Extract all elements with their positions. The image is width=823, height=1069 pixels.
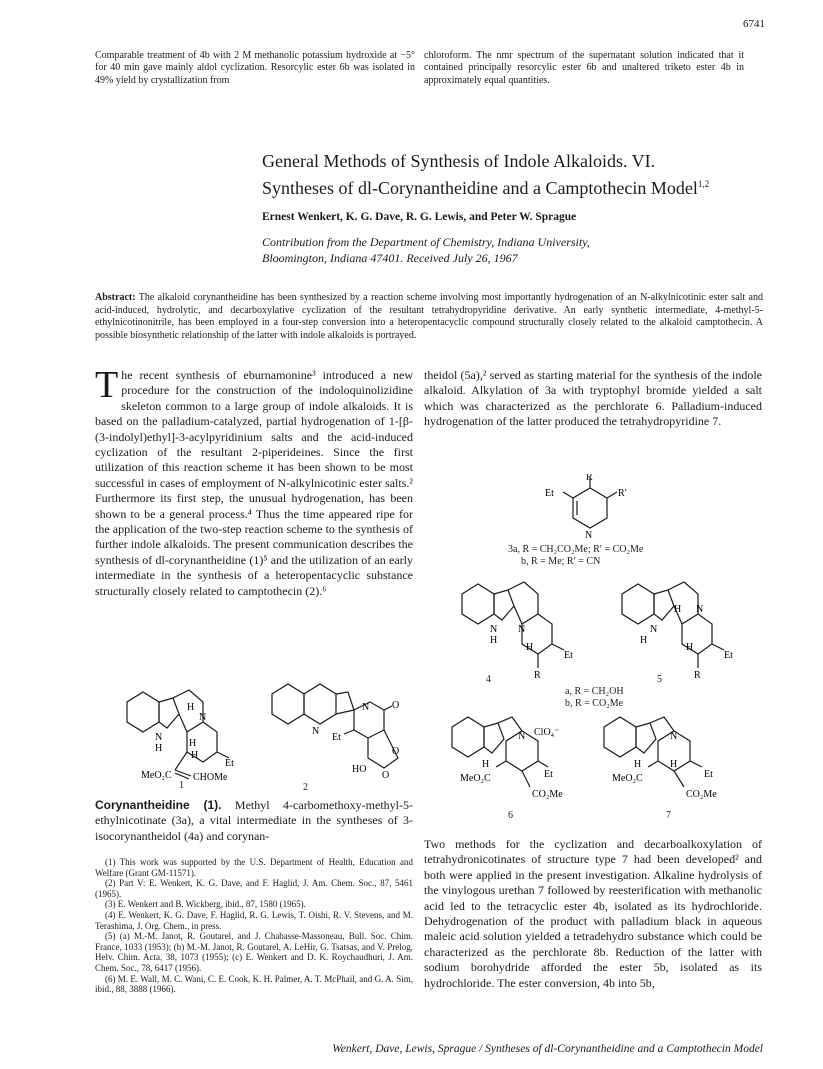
ring-c (336, 692, 354, 714)
label-r: R (586, 474, 593, 483)
affiliation-line-2: Bloomington, Indiana 47401. Received July 26, 1967 (262, 250, 518, 265)
article-title (262, 150, 772, 200)
ester-bond (496, 761, 506, 767)
label-h-2: H (686, 642, 694, 653)
label-h-3: H (674, 604, 682, 615)
structure-7-tetrahydropyridine (592, 705, 742, 815)
pyridine-ring (304, 684, 336, 724)
label-h-1: H (155, 743, 163, 754)
label-n: N (650, 624, 658, 635)
pyrrole-ring (494, 590, 514, 620)
label-4: 4 (486, 674, 491, 685)
et-bond (563, 492, 573, 498)
label-r: R (534, 670, 541, 681)
pyrrole-ring (159, 698, 179, 728)
pyrrole-ring (654, 590, 674, 620)
structure-5 (600, 572, 750, 682)
intro-paragraph (95, 364, 413, 599)
intro-text: he recent synthesis of eburnamonine³ introduced a new procedure for the construction of the indoloquinolizidine skeleton common to a large group of indole alkaloids. It is based on the palladium-catalyzed, partial hydrogenation of 1-[β-(3-indolyl)ethyl]-3-acylpyridinium salts and the acid-induced cyclization of the resultant 2-piperideines. Since the first utilization of this reaction scheme it has been shown to be most successful in cases of employment of N-alkylnicotinic ester salts.² Furthermore its first step, the unusual hydrogenation, has been shown to be a general process.⁴ Thus the time appeared ripe for the application of the two-step reaction scheme to the synthesis of further indole alkaloids. The present communication describes the synthesis of dl-corynantheidine (1)⁵ and the utilization of an early intermediate in the synthesis of a heteropentacyclic substance structurally closely related to camptothecin (2).⁶ (95, 368, 413, 598)
ethyl-linker (650, 717, 674, 731)
footnote-5: (5) (a) M.-M. Janot, R. Goutarel, and J. Chabasse-Massoneau, Bull. Soc. Chim. France, 1033 (1953); (b) M.-M. Janot, R. Goutarel, A. LeHir, G. Tsatsas, and V. Prelog, Helv. Chim. Acta, 38, 1073 (1955); (c) E. Wenkert and D. K. Roychaudhuri, J. Am. Chem. Soc., 78, 6417 (1956). (95, 931, 413, 973)
label-et: Et (225, 758, 234, 769)
label-rprime: R′ (618, 488, 627, 499)
label-ho: HO (352, 764, 367, 775)
drop-cap: T (95, 364, 119, 406)
title-line-2: Syntheses of dl-Corynantheidine and a Camptothecin Model$^{1,2}$ (262, 178, 710, 198)
running-footer: Wenkert, Dave, Lewis, Sprague / Syntheses of dl-Corynantheidine and a Camptothecin Model (332, 1043, 763, 1055)
caption-3b: b, R = Me; R′ = CN (521, 556, 601, 567)
footnote-3: (3) E. Wenkert and B. Wickberg, ibid., 87, 1580 (1965). (105, 899, 306, 910)
benzene-ring (462, 584, 494, 624)
structure-6-perchlorate (440, 705, 580, 815)
label-n: N (670, 731, 678, 742)
et-bond (538, 761, 548, 767)
label-chome: CHOMe (193, 772, 228, 783)
abstract-label: Abstract: (95, 292, 136, 303)
label-o-2: O (382, 770, 390, 781)
label-h-2: H (670, 759, 678, 770)
abstract-text: The alkaloid corynantheidine has been synthesized by a reaction scheme involving most importantly hydrogenation of an N-alkylnicotinic ester salt and acid-induced, hydrolytic, and decarboxylative cyclization of the resultant tetrahydropyridine derivative. An early synthetic intermediate, 4-methyl-5-ethylnicotinonitrile, has been employed in a four-step conversion into a heteropentacyclic compound structurally closely related to the alkaloid camptothecin. A possible biosynthetic relationship of the latter with indole alkaloids is portrayed. (95, 292, 763, 341)
label-co2me: CO₂Me (532, 789, 563, 800)
label-h: H (482, 759, 490, 770)
carbonyl-bond (384, 706, 392, 710)
rprime-bond (607, 492, 617, 498)
label-h-1: H (634, 759, 642, 770)
label-co2me: CO₂Me (686, 789, 717, 800)
label-6: 6 (508, 810, 513, 821)
et-bond (690, 761, 702, 767)
label-meo2c: MeO₂C (460, 773, 491, 784)
label-n-2: N (362, 702, 370, 713)
ethyl-linker (498, 717, 522, 731)
right-column-top-text: theidol (5a),² served as starting material for the synthesis of the indole alkaloid. Alkylation of 3a with tryptophyl bromide yielded a salt which was characterized as the perchlorate 6. Palladium-induced hydrogenation of the latter produced the tetrahydropyridine 7. (424, 368, 762, 429)
abstract (95, 292, 763, 342)
et-bond (552, 644, 564, 650)
label-7: 7 (666, 810, 671, 821)
ester-bond (175, 752, 187, 770)
label-n-2: N (696, 604, 704, 615)
structure-2-camptothecin-model (260, 672, 400, 792)
label-h-4: H (191, 750, 199, 761)
caption-3a: 3a, R = CH₂CO₂Me; R′ = CO₂Me (508, 544, 644, 555)
benzene-ring (272, 684, 304, 724)
label-1: 1 (179, 780, 184, 791)
label-h-2: H (189, 738, 197, 749)
benzene-ring (127, 692, 159, 732)
label-h-1: H (490, 635, 498, 646)
et-bond (712, 644, 724, 650)
label-et: Et (332, 732, 341, 743)
benzene-ring (452, 717, 484, 757)
section-heading: Corynantheidine (1). (95, 798, 222, 812)
label-h-1: H (640, 635, 648, 646)
label-r: R (694, 670, 701, 681)
footnotes (95, 857, 413, 995)
pyrrole-ring (636, 723, 656, 753)
page-number: 6741 (743, 18, 765, 30)
ch2-bond (522, 771, 530, 787)
label-clo4: ClO₄⁻ (534, 727, 560, 738)
footnote-2: (2) Part V: E. Wenkert, K. G. Dave, and F. Haglid, J. Am. Chem. Soc., 87, 5461 (1965). (95, 878, 413, 899)
label-h-3: H (187, 702, 195, 713)
pyrrole-ring (484, 723, 504, 753)
structure-4 (440, 572, 590, 682)
label-et: Et (545, 488, 554, 499)
label-n-1: N (312, 726, 320, 737)
footnote-6: (6) M. E. Wall, M. C. Wani, C. E. Cook, K. H. Palmer, A. T. McPhail, and G. A. Sim, ibid., 88, 3888 (1966). (95, 973, 413, 995)
continued-text-left: Comparable treatment of 4b with 2 M methanolic potassium hydroxide at −5° for 40 min gave mainly aldol cyclization. Resorcylic ester 6b was isolated in 49% yield by crystallization from (95, 50, 415, 86)
caption-45b: b, R = CO₂Me (565, 698, 624, 709)
label-2: 2 (303, 782, 308, 793)
label-n-2: N (518, 624, 526, 635)
label-n: N (518, 731, 526, 742)
corynantheidine-paragraph (95, 798, 413, 844)
ester-bond (648, 761, 658, 767)
benzene-ring (622, 584, 654, 624)
label-n: N (490, 624, 498, 635)
et-bond (344, 730, 354, 734)
label-et: Et (724, 650, 733, 661)
label-n-2: N (199, 712, 207, 723)
right-column-bottom-text: Two methods for the cyclization and decarboalkoxylation of tetrahydronicotinates of structure type 7 had been developed² and both were applied in the present investigation. Alkaline hydrolysis of the vinylogous urethan 7 followed by reesterification with methanolic acid led to the tetracyclic ester 4b, isolated as its hydrochloride. Dehydrogenation of the product with palladium black in aqueous maleic acid solution yielded a tetradehydro substance which could be characterized as the perchlorate 8b. Reduction of the latter with sodium borohydride afforded the ester 5b, isolated as its hydrochloride. The ester conversion, 4b into 5b, (424, 837, 762, 990)
label-et: Et (704, 769, 713, 780)
label-meo2c: MeO₂C (141, 770, 172, 781)
benzene-ring (604, 717, 636, 757)
footnote-1: (1) This work was supported by the U.S. Department of Health, Education and Welfare (Grant GM-11571). (95, 857, 413, 878)
ch2-bond (674, 771, 684, 787)
label-o-ring: O (392, 746, 400, 757)
label-h-2: H (526, 642, 534, 653)
label-et: Et (544, 769, 553, 780)
section-text: Methyl 4-carbomethoxy-methyl-5-ethylnicotinate (3a), a vital intermediate in the syntheses of 3-isocorynantheidol (4a) and corynan- (95, 798, 413, 843)
label-et: Et (564, 650, 573, 661)
authors: Ernest Wenkert, K. G. Dave, R. G. Lewis, and Peter W. Sprague (262, 211, 577, 223)
label-meo2c: MeO₂C (612, 773, 643, 784)
label-n: N (155, 732, 163, 743)
affiliation (262, 235, 772, 266)
label-5: 5 (657, 674, 662, 685)
structure-3-pyridine (535, 474, 655, 544)
caption-45a: a, R = CH₂OH (565, 686, 624, 697)
affiliation-line-1: Contribution from the Department of Chemistry, Indiana University, (262, 235, 590, 249)
continued-text-right: chloroform. The nmr spectrum of the supernatant solution indicated that it contained principally resorcylic ester 6b and unaltered triketo ester 4b in approximately equal quantities. (424, 50, 744, 86)
title-line-1: General Methods of Synthesis of Indole Alkaloids. VI. (262, 151, 656, 171)
label-n: N (585, 530, 593, 541)
label-o-1: O (392, 700, 400, 711)
footnote-4: (4) E. Wenkert, K. G. Dave, F. Haglid, R. G. Lewis, T. Oishi, R. V. Stevens, and M. Terashima, J. Org. Chem., in press. (95, 909, 413, 931)
pyridine-ring (573, 488, 607, 528)
enol-bond (175, 770, 191, 776)
title-refs: 1,2 (697, 179, 710, 189)
